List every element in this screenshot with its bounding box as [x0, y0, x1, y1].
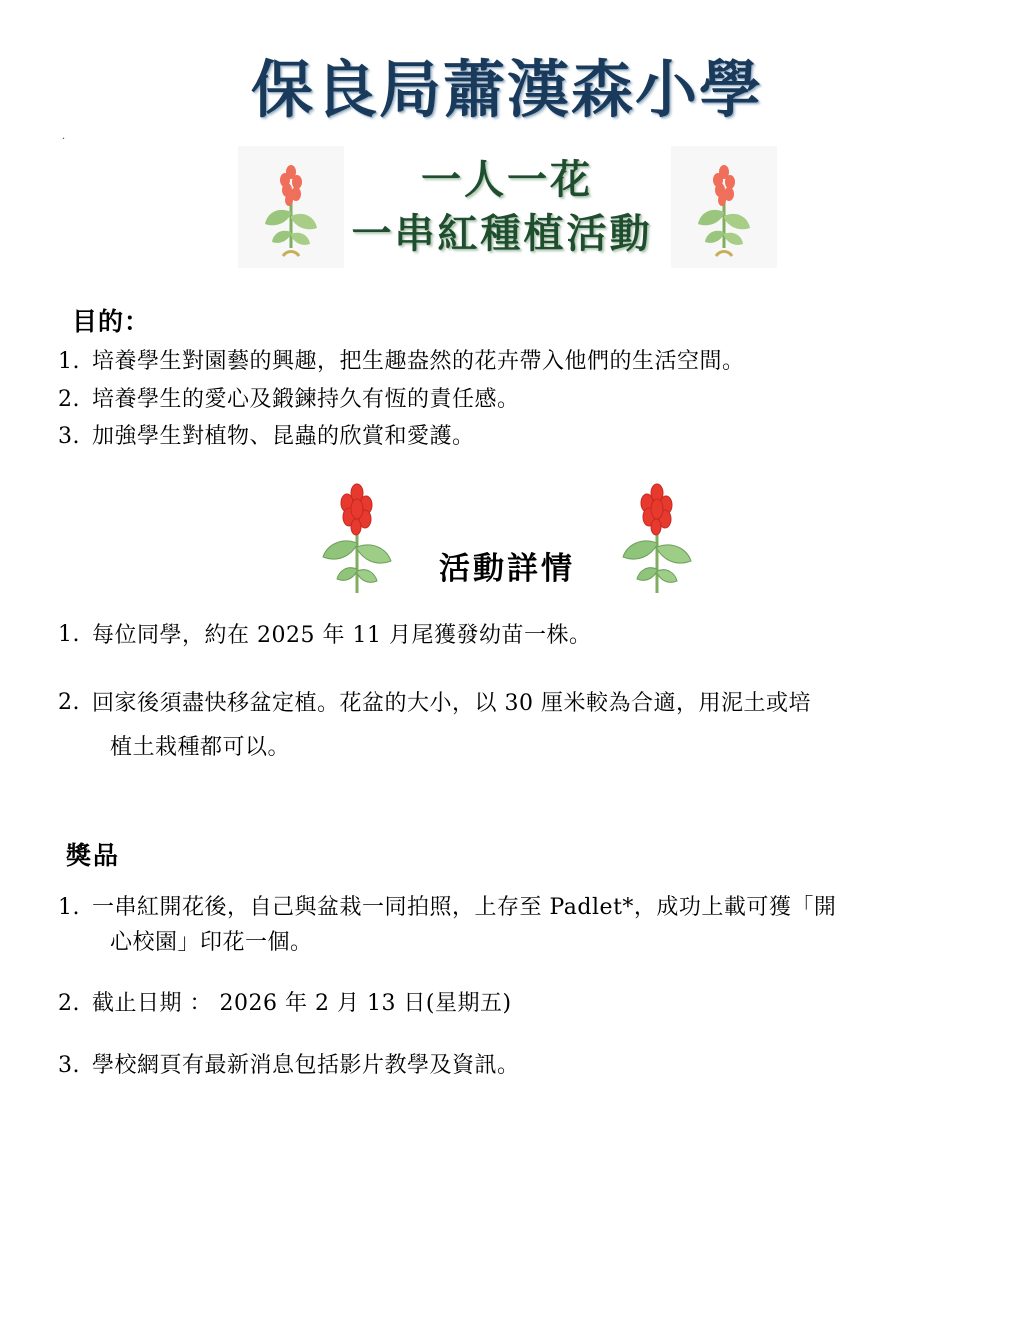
purpose-section [0, 302, 1014, 455]
list-item [58, 344, 956, 380]
list-item-text: 回家後須盡快移盆定植。花盆的大小，以 30 厘米較為合適，用泥土或培 [92, 691, 811, 717]
list-item [58, 419, 956, 455]
purpose-heading: 目的： [72, 307, 151, 337]
flower-image-right [671, 146, 777, 268]
flower-drawing-right [601, 481, 713, 604]
list-item [58, 614, 956, 658]
prizes-heading: 獎品 [66, 841, 121, 871]
details-heading: 活動詳情 [439, 551, 575, 588]
page-title: 保良局蕭漢森小學 [250, 53, 763, 126]
list-item-text-continued: 心校園」印花一個。 [110, 930, 313, 956]
list-item-number: 2. [58, 690, 80, 716]
list-item [58, 890, 956, 960]
prizes-list [58, 890, 956, 1083]
list-item [58, 682, 956, 770]
flower-image-left [238, 146, 344, 268]
list-item-number: 1. [58, 622, 80, 648]
list-item-text: 加強學生對植物、昆蟲的欣賞和愛護。 [92, 424, 475, 450]
list-item-text: 培養學生的愛心及鍛鍊持久有恆的責任感。 [92, 386, 520, 412]
list-item-text-wrap [92, 890, 956, 960]
details-section [0, 614, 1014, 770]
list-item [58, 382, 956, 418]
list-item-text: 每位同學，約在 2025 年 11 月尾獲發幼苗一株。 [92, 623, 592, 649]
list-item-number: 3. [58, 424, 80, 450]
details-list [58, 614, 956, 770]
list-item-text: 截止日期 ： 2026 年 2 月 13 日(星期五) [92, 991, 512, 1017]
poster-page [0, 53, 1014, 1336]
activity-title-band [0, 146, 1014, 268]
list-item-text: 學校網頁有最新消息包括影片教學及資訊。 [92, 1052, 520, 1078]
list-item-text-continued: 植土栽種都可以。 [110, 735, 291, 761]
list-item [58, 1048, 956, 1083]
activity-title-line2: 一串紅種植活動 [351, 211, 653, 258]
stray-mark: . [62, 128, 65, 142]
list-item-number: 3. [58, 1052, 80, 1078]
activity-title-line1: 一人一花 [421, 157, 593, 204]
list-item-number: 1. [58, 895, 80, 921]
list-item-number: 2. [58, 991, 80, 1017]
list-item-number: 1. [58, 349, 80, 375]
list-item-text-wrap [92, 682, 956, 770]
list-item-text: 培養學生對園藝的興趣，把生趣盎然的花卉帶入他們的生活空間。 [92, 349, 745, 375]
activity-title [351, 153, 653, 261]
list-item-number: 2. [58, 386, 80, 412]
flower-drawing-left [301, 481, 413, 604]
list-item-text: 一串紅開花後，自己與盆栽一同拍照，上存至 Padlet*，成功上載可獲「開 [92, 895, 837, 921]
prizes-section [0, 836, 1014, 1083]
purpose-list [58, 344, 956, 455]
details-banner [0, 481, 1014, 604]
list-item [58, 986, 956, 1021]
